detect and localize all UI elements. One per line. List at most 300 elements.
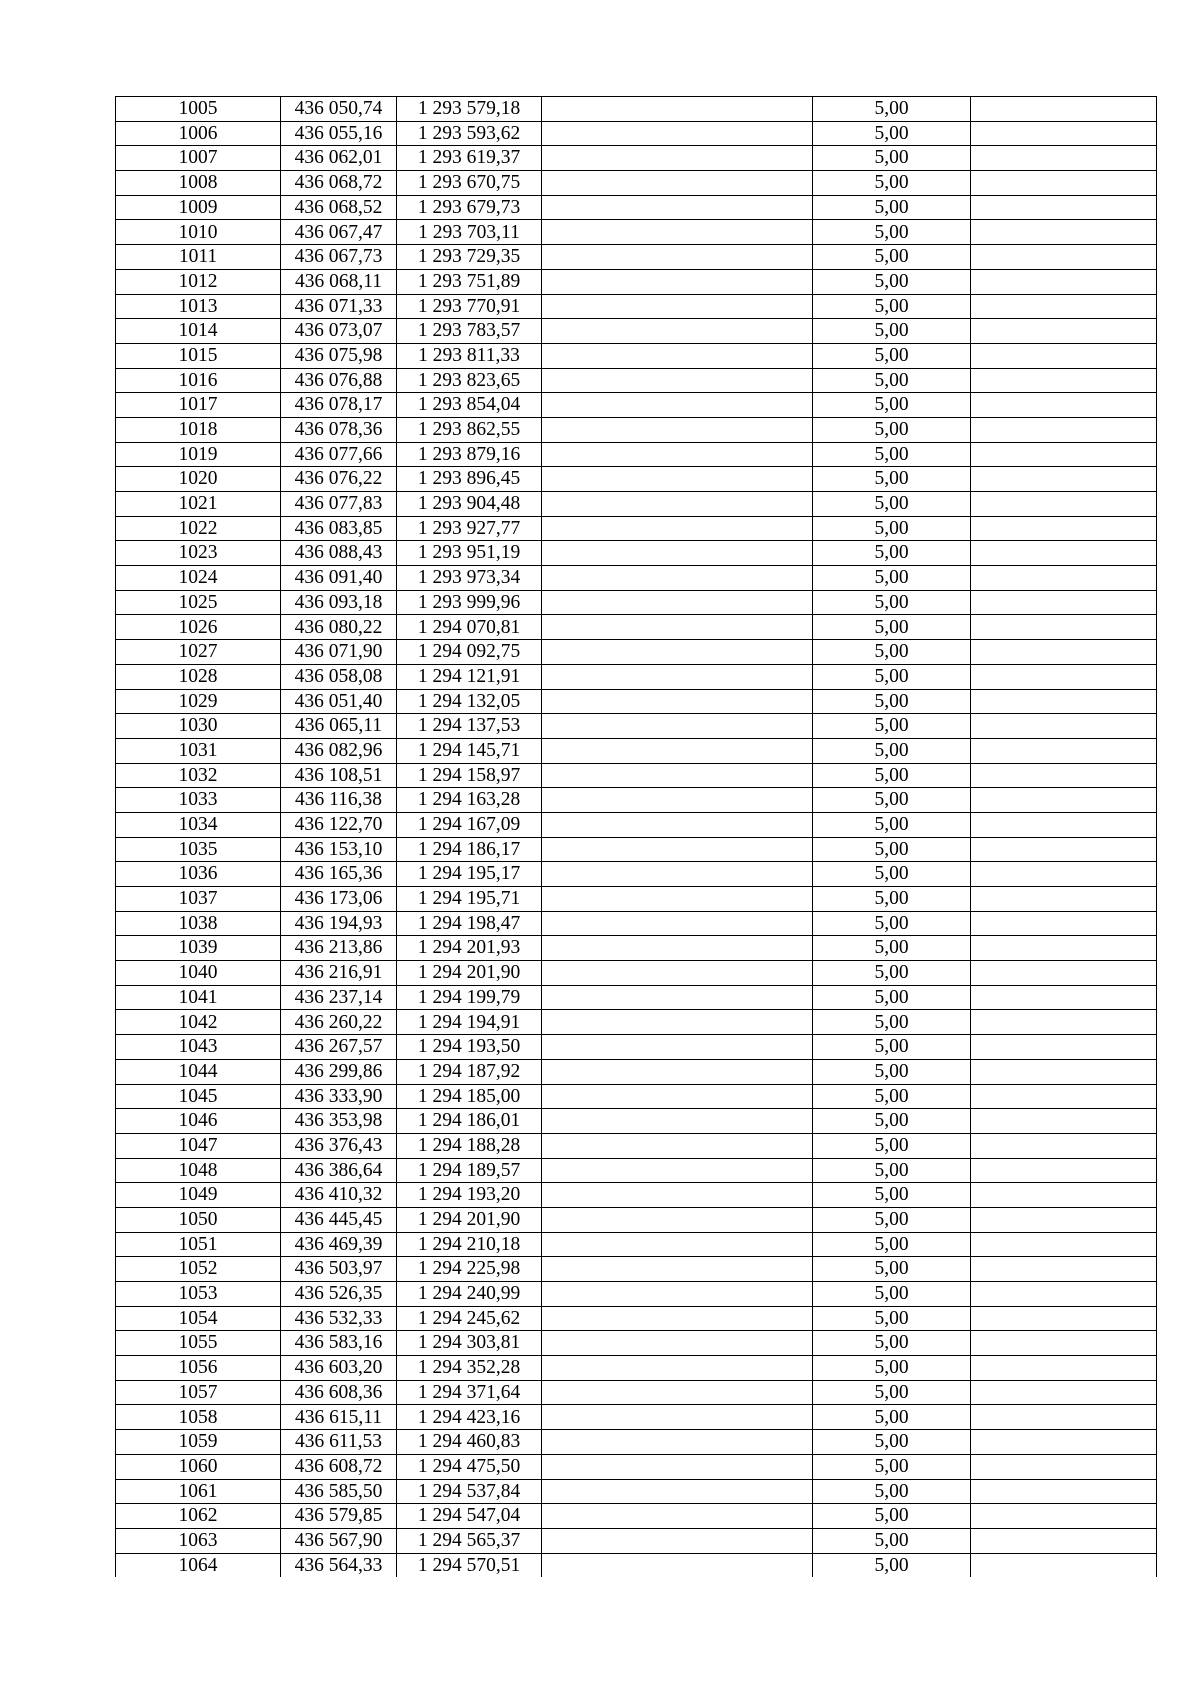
x-coordinate-cell: 436 077,83 [281, 492, 397, 517]
y-coordinate-cell: 1 293 951,19 [397, 541, 542, 566]
value-cell: 5,00 [813, 97, 971, 122]
empty-cell [971, 1380, 1157, 1405]
empty-cell [542, 837, 813, 862]
table-row [116, 640, 1157, 665]
table-row [116, 936, 1157, 961]
x-coordinate-cell: 436 116,38 [281, 788, 397, 813]
x-coordinate-cell: 436 077,66 [281, 442, 397, 467]
x-coordinate-cell: 436 299,86 [281, 1059, 397, 1084]
empty-cell [971, 343, 1157, 368]
x-coordinate-cell: 436 068,52 [281, 195, 397, 220]
table-row [116, 1430, 1157, 1455]
table-row [116, 689, 1157, 714]
y-coordinate-cell: 1 293 770,91 [397, 294, 542, 319]
empty-cell [971, 1158, 1157, 1183]
table-row [116, 664, 1157, 689]
table-row [116, 714, 1157, 739]
empty-cell [971, 1504, 1157, 1529]
table-row [116, 1232, 1157, 1257]
empty-cell [542, 1257, 813, 1282]
table-row [116, 467, 1157, 492]
value-cell: 5,00 [813, 1010, 971, 1035]
empty-cell [542, 1232, 813, 1257]
point-number-cell: 1007 [116, 146, 281, 171]
x-coordinate-cell: 436 583,16 [281, 1331, 397, 1356]
y-coordinate-cell: 1 294 092,75 [397, 640, 542, 665]
value-cell: 5,00 [813, 220, 971, 245]
value-cell: 5,00 [813, 1454, 971, 1479]
table-row [116, 171, 1157, 196]
empty-cell [542, 220, 813, 245]
x-coordinate-cell: 436 093,18 [281, 590, 397, 615]
value-cell: 5,00 [813, 1356, 971, 1381]
x-coordinate-cell: 436 213,86 [281, 936, 397, 961]
value-cell: 5,00 [813, 1553, 971, 1577]
empty-cell [542, 343, 813, 368]
empty-cell [542, 1553, 813, 1577]
empty-cell [971, 393, 1157, 418]
empty-cell [971, 664, 1157, 689]
table-row [116, 1306, 1157, 1331]
point-number-cell: 1049 [116, 1183, 281, 1208]
empty-cell [971, 1232, 1157, 1257]
value-cell: 5,00 [813, 1479, 971, 1504]
value-cell: 5,00 [813, 887, 971, 912]
table-row [116, 417, 1157, 442]
x-coordinate-cell: 436 376,43 [281, 1133, 397, 1158]
empty-cell [971, 319, 1157, 344]
point-number-cell: 1012 [116, 269, 281, 294]
value-cell: 5,00 [813, 936, 971, 961]
table-body [116, 97, 1157, 1578]
table-row [116, 1380, 1157, 1405]
point-number-cell: 1008 [116, 171, 281, 196]
empty-cell [971, 1207, 1157, 1232]
x-coordinate-cell: 436 075,98 [281, 343, 397, 368]
empty-cell [542, 516, 813, 541]
x-coordinate-cell: 436 071,90 [281, 640, 397, 665]
table-row [116, 516, 1157, 541]
coordinates-table [115, 96, 1157, 1577]
table-row [116, 961, 1157, 986]
point-number-cell: 1022 [116, 516, 281, 541]
value-cell: 5,00 [813, 1158, 971, 1183]
x-coordinate-cell: 436 386,64 [281, 1158, 397, 1183]
empty-cell [542, 887, 813, 912]
empty-cell [542, 121, 813, 146]
x-coordinate-cell: 436 068,11 [281, 269, 397, 294]
value-cell: 5,00 [813, 393, 971, 418]
value-cell: 5,00 [813, 664, 971, 689]
empty-cell [542, 689, 813, 714]
x-coordinate-cell: 436 153,10 [281, 837, 397, 862]
empty-cell [971, 492, 1157, 517]
y-coordinate-cell: 1 293 823,65 [397, 368, 542, 393]
value-cell: 5,00 [813, 961, 971, 986]
table-row [116, 97, 1157, 122]
point-number-cell: 1047 [116, 1133, 281, 1158]
empty-cell [971, 1306, 1157, 1331]
y-coordinate-cell: 1 293 679,73 [397, 195, 542, 220]
point-number-cell: 1036 [116, 862, 281, 887]
y-coordinate-cell: 1 294 186,17 [397, 837, 542, 862]
point-number-cell: 1017 [116, 393, 281, 418]
table-row [116, 1133, 1157, 1158]
empty-cell [971, 1430, 1157, 1455]
x-coordinate-cell: 436 615,11 [281, 1405, 397, 1430]
empty-cell [542, 911, 813, 936]
value-cell: 5,00 [813, 442, 971, 467]
point-number-cell: 1042 [116, 1010, 281, 1035]
table-row [116, 1405, 1157, 1430]
y-coordinate-cell: 1 294 193,50 [397, 1035, 542, 1060]
x-coordinate-cell: 436 445,45 [281, 1207, 397, 1232]
empty-cell [542, 1282, 813, 1307]
point-number-cell: 1009 [116, 195, 281, 220]
value-cell: 5,00 [813, 1430, 971, 1455]
empty-cell [971, 837, 1157, 862]
table-row [116, 393, 1157, 418]
table-row [116, 1356, 1157, 1381]
x-coordinate-cell: 436 585,50 [281, 1479, 397, 1504]
value-cell: 5,00 [813, 541, 971, 566]
empty-cell [542, 1035, 813, 1060]
value-cell: 5,00 [813, 195, 971, 220]
y-coordinate-cell: 1 294 187,92 [397, 1059, 542, 1084]
empty-cell [971, 195, 1157, 220]
value-cell: 5,00 [813, 1084, 971, 1109]
point-number-cell: 1006 [116, 121, 281, 146]
y-coordinate-cell: 1 293 879,16 [397, 442, 542, 467]
y-coordinate-cell: 1 293 619,37 [397, 146, 542, 171]
point-number-cell: 1038 [116, 911, 281, 936]
x-coordinate-cell: 436 469,39 [281, 1232, 397, 1257]
table-row [116, 1207, 1157, 1232]
empty-cell [971, 985, 1157, 1010]
value-cell: 5,00 [813, 343, 971, 368]
y-coordinate-cell: 1 294 199,79 [397, 985, 542, 1010]
y-coordinate-cell: 1 293 729,35 [397, 245, 542, 270]
point-number-cell: 1050 [116, 1207, 281, 1232]
empty-cell [542, 936, 813, 961]
table-row [116, 343, 1157, 368]
empty-cell [971, 1479, 1157, 1504]
y-coordinate-cell: 1 294 137,53 [397, 714, 542, 739]
table-row [116, 492, 1157, 517]
x-coordinate-cell: 436 526,35 [281, 1282, 397, 1307]
y-coordinate-cell: 1 294 070,81 [397, 615, 542, 640]
table-row [116, 887, 1157, 912]
value-cell: 5,00 [813, 1380, 971, 1405]
point-number-cell: 1052 [116, 1257, 281, 1282]
value-cell: 5,00 [813, 1035, 971, 1060]
x-coordinate-cell: 436 055,16 [281, 121, 397, 146]
empty-cell [542, 590, 813, 615]
value-cell: 5,00 [813, 566, 971, 591]
value-cell: 5,00 [813, 294, 971, 319]
empty-cell [971, 1035, 1157, 1060]
empty-cell [542, 1356, 813, 1381]
value-cell: 5,00 [813, 269, 971, 294]
point-number-cell: 1019 [116, 442, 281, 467]
table-row [116, 1109, 1157, 1134]
point-number-cell: 1064 [116, 1553, 281, 1577]
empty-cell [971, 1282, 1157, 1307]
table-row [116, 1331, 1157, 1356]
x-coordinate-cell: 436 062,01 [281, 146, 397, 171]
table-row [116, 1183, 1157, 1208]
y-coordinate-cell: 1 294 475,50 [397, 1454, 542, 1479]
x-coordinate-cell: 436 080,22 [281, 615, 397, 640]
empty-cell [971, 1183, 1157, 1208]
x-coordinate-cell: 436 088,43 [281, 541, 397, 566]
x-coordinate-cell: 436 194,93 [281, 911, 397, 936]
point-number-cell: 1048 [116, 1158, 281, 1183]
empty-cell [542, 319, 813, 344]
empty-cell [542, 788, 813, 813]
value-cell: 5,00 [813, 763, 971, 788]
empty-cell [542, 566, 813, 591]
point-number-cell: 1011 [116, 245, 281, 270]
point-number-cell: 1058 [116, 1405, 281, 1430]
empty-cell [971, 220, 1157, 245]
table-row [116, 837, 1157, 862]
table-row [116, 1035, 1157, 1060]
y-coordinate-cell: 1 294 225,98 [397, 1257, 542, 1282]
empty-cell [971, 1454, 1157, 1479]
empty-cell [542, 245, 813, 270]
empty-cell [542, 1084, 813, 1109]
y-coordinate-cell: 1 294 352,28 [397, 1356, 542, 1381]
y-coordinate-cell: 1 293 783,57 [397, 319, 542, 344]
empty-cell [542, 615, 813, 640]
value-cell: 5,00 [813, 837, 971, 862]
x-coordinate-cell: 436 579,85 [281, 1504, 397, 1529]
x-coordinate-cell: 436 611,53 [281, 1430, 397, 1455]
value-cell: 5,00 [813, 640, 971, 665]
empty-cell [971, 294, 1157, 319]
y-coordinate-cell: 1 294 163,28 [397, 788, 542, 813]
value-cell: 5,00 [813, 1528, 971, 1553]
empty-cell [971, 788, 1157, 813]
empty-cell [971, 1257, 1157, 1282]
x-coordinate-cell: 436 353,98 [281, 1109, 397, 1134]
point-number-cell: 1014 [116, 319, 281, 344]
y-coordinate-cell: 1 294 185,00 [397, 1084, 542, 1109]
empty-cell [542, 294, 813, 319]
value-cell: 5,00 [813, 516, 971, 541]
empty-cell [542, 714, 813, 739]
empty-cell [971, 738, 1157, 763]
empty-cell [971, 1109, 1157, 1134]
table-row [116, 1282, 1157, 1307]
table-row [116, 1059, 1157, 1084]
y-coordinate-cell: 1 294 371,64 [397, 1380, 542, 1405]
table-row [116, 1010, 1157, 1035]
y-coordinate-cell: 1 294 240,99 [397, 1282, 542, 1307]
x-coordinate-cell: 436 267,57 [281, 1035, 397, 1060]
empty-cell [542, 1207, 813, 1232]
point-number-cell: 1046 [116, 1109, 281, 1134]
empty-cell [971, 269, 1157, 294]
point-number-cell: 1055 [116, 1331, 281, 1356]
point-number-cell: 1051 [116, 1232, 281, 1257]
point-number-cell: 1035 [116, 837, 281, 862]
point-number-cell: 1059 [116, 1430, 281, 1455]
table-row [116, 220, 1157, 245]
empty-cell [971, 1356, 1157, 1381]
point-number-cell: 1016 [116, 368, 281, 393]
point-number-cell: 1029 [116, 689, 281, 714]
empty-cell [971, 961, 1157, 986]
value-cell: 5,00 [813, 121, 971, 146]
x-coordinate-cell: 436 076,88 [281, 368, 397, 393]
empty-cell [971, 97, 1157, 122]
empty-cell [971, 1010, 1157, 1035]
empty-cell [542, 492, 813, 517]
empty-cell [542, 1183, 813, 1208]
table-row [116, 121, 1157, 146]
x-coordinate-cell: 436 071,33 [281, 294, 397, 319]
y-coordinate-cell: 1 294 198,47 [397, 911, 542, 936]
point-number-cell: 1060 [116, 1454, 281, 1479]
x-coordinate-cell: 436 050,74 [281, 97, 397, 122]
empty-cell [542, 1158, 813, 1183]
value-cell: 5,00 [813, 1109, 971, 1134]
value-cell: 5,00 [813, 146, 971, 171]
empty-cell [542, 146, 813, 171]
y-coordinate-cell: 1 294 121,91 [397, 664, 542, 689]
x-coordinate-cell: 436 603,20 [281, 1356, 397, 1381]
x-coordinate-cell: 436 608,72 [281, 1454, 397, 1479]
empty-cell [542, 467, 813, 492]
x-coordinate-cell: 436 333,90 [281, 1084, 397, 1109]
value-cell: 5,00 [813, 1232, 971, 1257]
y-coordinate-cell: 1 293 670,75 [397, 171, 542, 196]
y-coordinate-cell: 1 293 904,48 [397, 492, 542, 517]
empty-cell [542, 1133, 813, 1158]
point-number-cell: 1043 [116, 1035, 281, 1060]
value-cell: 5,00 [813, 985, 971, 1010]
value-cell: 5,00 [813, 714, 971, 739]
y-coordinate-cell: 1 294 210,18 [397, 1232, 542, 1257]
empty-cell [971, 368, 1157, 393]
y-coordinate-cell: 1 294 570,51 [397, 1553, 542, 1577]
empty-cell [971, 541, 1157, 566]
y-coordinate-cell: 1 293 751,89 [397, 269, 542, 294]
y-coordinate-cell: 1 294 189,57 [397, 1158, 542, 1183]
y-coordinate-cell: 1 294 537,84 [397, 1479, 542, 1504]
point-number-cell: 1030 [116, 714, 281, 739]
point-number-cell: 1005 [116, 97, 281, 122]
point-number-cell: 1062 [116, 1504, 281, 1529]
empty-cell [542, 812, 813, 837]
value-cell: 5,00 [813, 1405, 971, 1430]
y-coordinate-cell: 1 293 862,55 [397, 417, 542, 442]
empty-cell [971, 566, 1157, 591]
empty-cell [542, 1010, 813, 1035]
value-cell: 5,00 [813, 862, 971, 887]
y-coordinate-cell: 1 294 186,01 [397, 1109, 542, 1134]
table-row [116, 245, 1157, 270]
value-cell: 5,00 [813, 1331, 971, 1356]
value-cell: 5,00 [813, 492, 971, 517]
table-row [116, 146, 1157, 171]
y-coordinate-cell: 1 294 201,93 [397, 936, 542, 961]
empty-cell [971, 911, 1157, 936]
point-number-cell: 1020 [116, 467, 281, 492]
empty-cell [542, 1380, 813, 1405]
point-number-cell: 1023 [116, 541, 281, 566]
empty-cell [542, 393, 813, 418]
empty-cell [971, 714, 1157, 739]
y-coordinate-cell: 1 294 195,17 [397, 862, 542, 887]
y-coordinate-cell: 1 294 201,90 [397, 1207, 542, 1232]
point-number-cell: 1032 [116, 763, 281, 788]
empty-cell [971, 812, 1157, 837]
empty-cell [971, 1084, 1157, 1109]
empty-cell [542, 862, 813, 887]
empty-cell [971, 121, 1157, 146]
empty-cell [542, 1430, 813, 1455]
empty-cell [971, 1059, 1157, 1084]
point-number-cell: 1024 [116, 566, 281, 591]
x-coordinate-cell: 436 082,96 [281, 738, 397, 763]
y-coordinate-cell: 1 294 460,83 [397, 1430, 542, 1455]
y-coordinate-cell: 1 294 188,28 [397, 1133, 542, 1158]
x-coordinate-cell: 436 108,51 [281, 763, 397, 788]
x-coordinate-cell: 436 564,33 [281, 1553, 397, 1577]
x-coordinate-cell: 436 073,07 [281, 319, 397, 344]
x-coordinate-cell: 436 058,08 [281, 664, 397, 689]
value-cell: 5,00 [813, 467, 971, 492]
x-coordinate-cell: 436 165,36 [281, 862, 397, 887]
empty-cell [542, 417, 813, 442]
x-coordinate-cell: 436 091,40 [281, 566, 397, 591]
empty-cell [542, 171, 813, 196]
y-coordinate-cell: 1 293 896,45 [397, 467, 542, 492]
value-cell: 5,00 [813, 1207, 971, 1232]
empty-cell [971, 862, 1157, 887]
empty-cell [971, 1528, 1157, 1553]
table-row [116, 615, 1157, 640]
table-row [116, 763, 1157, 788]
empty-cell [542, 442, 813, 467]
table-row [116, 1084, 1157, 1109]
y-coordinate-cell: 1 294 158,97 [397, 763, 542, 788]
x-coordinate-cell: 436 410,32 [281, 1183, 397, 1208]
table-row [116, 1528, 1157, 1553]
point-number-cell: 1053 [116, 1282, 281, 1307]
x-coordinate-cell: 436 503,97 [281, 1257, 397, 1282]
table-row [116, 195, 1157, 220]
y-coordinate-cell: 1 294 167,09 [397, 812, 542, 837]
empty-cell [542, 269, 813, 294]
point-number-cell: 1039 [116, 936, 281, 961]
table-row [116, 566, 1157, 591]
y-coordinate-cell: 1 294 193,20 [397, 1183, 542, 1208]
y-coordinate-cell: 1 294 303,81 [397, 1331, 542, 1356]
x-coordinate-cell: 436 567,90 [281, 1528, 397, 1553]
point-number-cell: 1045 [116, 1084, 281, 1109]
empty-cell [542, 541, 813, 566]
table-row [116, 1504, 1157, 1529]
point-number-cell: 1061 [116, 1479, 281, 1504]
x-coordinate-cell: 436 216,91 [281, 961, 397, 986]
point-number-cell: 1013 [116, 294, 281, 319]
x-coordinate-cell: 436 078,36 [281, 417, 397, 442]
point-number-cell: 1021 [116, 492, 281, 517]
